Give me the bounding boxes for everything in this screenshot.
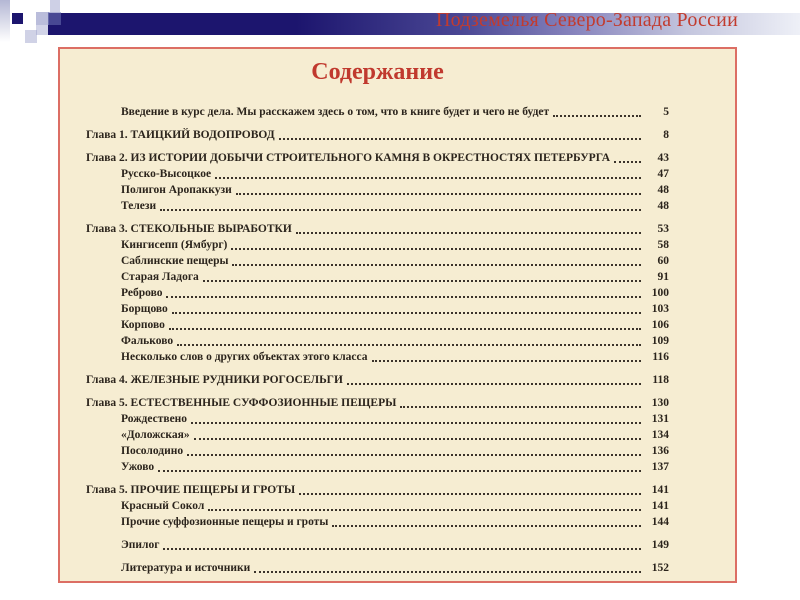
decor-square [25, 30, 37, 43]
toc-entry [86, 317, 669, 333]
toc-entry-page: 136 [651, 445, 669, 457]
dot-leader [292, 221, 645, 237]
toc-entry-page: 116 [652, 351, 669, 363]
decor-square [48, 12, 61, 25]
dot-leader [183, 443, 645, 459]
toc-entry-page: 53 [657, 223, 669, 235]
toc-entry [86, 372, 669, 388]
toc-entry-page: 8 [663, 129, 669, 141]
toc-entry [86, 269, 669, 285]
toc-entry-page: 106 [651, 319, 669, 331]
slide-title: Подземелья Северо-Запада России [436, 9, 738, 31]
toc-entry-label: Корпово [121, 319, 165, 331]
toc-entry-label: Саблинские пещеры [121, 255, 229, 267]
dot-leader [159, 537, 645, 553]
toc-list [86, 104, 669, 576]
left-gradient-strip [0, 0, 10, 42]
dot-leader [328, 514, 645, 530]
toc-entry-label: Введение в курс дела. Мы расскажем здесь о том, что в книге будет и чего не будет [121, 106, 550, 118]
toc-entry-label: Борщово [121, 303, 168, 315]
dot-leader [295, 482, 645, 498]
toc-entry [86, 150, 669, 166]
toc-entry [86, 482, 669, 498]
dot-leader [343, 372, 645, 388]
toc-entry-page: 131 [651, 413, 669, 425]
toc-entry-page: 137 [651, 461, 669, 473]
toc-entry [86, 333, 669, 349]
dot-leader [211, 166, 645, 182]
toc-entry-label: Полигон Аропаккузи [121, 184, 232, 196]
decor-navy-square [12, 13, 23, 24]
contents-heading: Содержание [311, 59, 444, 85]
dot-leader [187, 411, 645, 427]
dot-leader [162, 285, 645, 301]
toc-entry-page: 118 [652, 374, 669, 386]
toc-entry-page: 152 [651, 562, 669, 574]
toc-entry-page: 48 [657, 184, 669, 196]
dot-leader [275, 127, 645, 143]
toc-entry-label: Кингисепп (Ямбург) [121, 239, 228, 251]
dot-leader [549, 104, 645, 120]
toc-entry-page: 144 [651, 516, 669, 528]
toc-entry [86, 301, 669, 317]
toc-entry-label: Литература и источники [121, 562, 251, 574]
dot-leader [232, 182, 645, 198]
toc-entry-page: 60 [657, 255, 669, 267]
dot-leader [228, 253, 645, 269]
toc-entry-label: Ужово [121, 461, 155, 473]
toc-entry-page: 43 [657, 152, 669, 164]
toc-entry-page: 130 [651, 397, 669, 409]
decor-square [50, 0, 60, 12]
toc-entry-label: Глава 2. ИЗ ИСТОРИИ ДОБЫЧИ СТРОИТЕЛЬНОГО КАМНЯ В ОКРЕСТНОСТЯХ ПЕТЕРБУРГА [86, 152, 611, 164]
toc-entry [86, 221, 669, 237]
toc-entry-label: Глава 5. ЕСТЕСТВЕННЫЕ СУФФОЗИОННЫЕ ПЕЩЕРЫ [86, 397, 397, 409]
toc-entry [86, 198, 669, 214]
toc-entry-page: 100 [651, 287, 669, 299]
toc-entry-label: Русско-Высоцкое [121, 168, 212, 180]
dot-leader [227, 237, 645, 253]
toc-entry [86, 127, 669, 143]
toc-entry [86, 514, 669, 530]
dot-leader [396, 395, 645, 411]
decor-square [36, 25, 48, 35]
dot-leader [173, 333, 645, 349]
toc-entry-label: Прочие суффозионные пещеры и гроты [121, 516, 329, 528]
toc-entry-label: Телези [121, 200, 157, 212]
dot-leader [168, 301, 645, 317]
toc-entry [86, 349, 669, 365]
dot-leader [368, 349, 645, 365]
toc-entry-label: Посолодино [121, 445, 184, 457]
toc-entry-page: 58 [657, 239, 669, 251]
toc-entry-label: «Доложская» [121, 429, 190, 441]
toc-entry [86, 411, 669, 427]
toc-entry-page: 141 [651, 484, 669, 496]
toc-entry-page: 47 [657, 168, 669, 180]
toc-entry [86, 395, 669, 411]
dot-leader [199, 269, 645, 285]
dot-leader [610, 150, 645, 166]
toc-entry-page: 48 [657, 200, 669, 212]
toc-entry-label: Фальково [121, 335, 174, 347]
toc-entry [86, 166, 669, 182]
toc-entry-page: 5 [663, 106, 669, 118]
toc-entry-page: 134 [651, 429, 669, 441]
toc-entry [86, 560, 669, 576]
dot-leader [165, 317, 645, 333]
toc-entry-page: 103 [651, 303, 669, 315]
toc-entry [86, 537, 669, 553]
toc-entry [86, 253, 669, 269]
dot-leader [154, 459, 645, 475]
dot-leader [250, 560, 645, 576]
dot-leader [190, 427, 645, 443]
dot-leader [204, 498, 645, 514]
toc-entry-label: Глава 1. ТАИЦКИЙ ВОДОПРОВОД [86, 129, 275, 141]
toc-entry-label: Эпилог [121, 539, 160, 551]
toc-entry-label: Глава 3. СТЕКОЛЬНЫЕ ВЫРАБОТКИ [86, 223, 292, 235]
toc-entry [86, 443, 669, 459]
toc-entry-label: Несколько слов о других объектах этого класса [121, 351, 368, 363]
contents-panel [58, 47, 737, 583]
contents-panel-inner [60, 49, 735, 576]
toc-entry [86, 498, 669, 514]
toc-entry-label: Глава 4. ЖЕЛЕЗНЫЕ РУДНИКИ РОГОСЕЛЬГИ [86, 374, 343, 386]
toc-entry [86, 182, 669, 198]
toc-entry-label: Красный Сокол [121, 500, 205, 512]
toc-entry [86, 104, 669, 120]
toc-entry [86, 285, 669, 301]
toc-entry-label: Рождествено [121, 413, 188, 425]
toc-entry-page: 91 [657, 271, 669, 283]
toc-entry-label: Реброво [121, 287, 163, 299]
toc-entry-page: 141 [651, 500, 669, 512]
toc-entry [86, 427, 669, 443]
dot-leader [156, 198, 645, 214]
toc-entry [86, 237, 669, 253]
toc-entry-label: Старая Ладога [121, 271, 199, 283]
toc-entry [86, 459, 669, 475]
toc-entry-page: 149 [651, 539, 669, 551]
toc-entry-label: Глава 5. ПРОЧИЕ ПЕЩЕРЫ И ГРОТЫ [86, 484, 296, 496]
toc-entry-page: 109 [651, 335, 669, 347]
